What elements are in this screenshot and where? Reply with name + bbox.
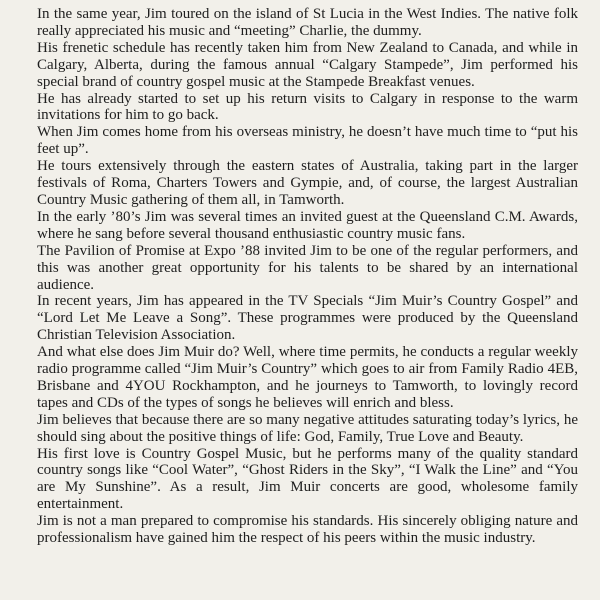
- paragraph-expo-88: The Pavilion of Promise at Expo ’88 invited Jim to be one of the regular performers, and this was another great opportunity for his talents to be shared by an international audience.: [37, 242, 578, 293]
- document-body: [37, 6, 578, 547]
- paragraph-positive-lyrics: Jim believes that because there are so many negative attitudes saturating today’s lyrics, he should sing about the positive things of life: God, Family, True Love and Beauty.: [37, 411, 578, 445]
- paragraph-tv-specials: In recent years, Jim has appeared in the TV Specials “Jim Muir’s Country Gospel” and “Lord Let Me Leave a Song”. These programmes were produced by the Queensland Christian Television Association.: [37, 293, 578, 344]
- paragraph-calgary: His frenetic schedule has recently taken him from New Zealand to Canada, and while in Calgary, Alberta, during the famous annual “Calgary Stampede”, Jim performed his special brand of country gospel music at the Stampede Breakfast venues.: [37, 39, 578, 90]
- paragraph-return-visits: He has already started to set up his return visits to Calgary in response to the warm invitations for him to go back.: [37, 90, 578, 124]
- paragraph-st-lucia: In the same year, Jim toured on the island of St Lucia in the West Indies. The native folk really appreciated his music and “meeting” Charlie, the dummy.: [37, 6, 578, 39]
- paragraph-country-gospel: His first love is Country Gospel Music, but he performs many of the quality standard country songs like “Cool Water”, “Ghost Riders in the Sky”, “I Walk the Line” and “You are My Sunshine”. As a result, Jim Muir concerts are good, wholesome family entertainment.: [37, 445, 578, 513]
- paragraph-overseas-ministry: When Jim comes home from his overseas ministry, he doesn’t have much time to “put his feet up”.: [37, 124, 578, 158]
- paragraph-cm-awards: In the early ’80’s Jim was several times an invited guest at the Queensland C.M. Awards, where he sang before several thousand enthusiastic country music fans.: [37, 208, 578, 242]
- paragraph-standards: Jim is not a man prepared to compromise his standards. His sincerely obliging nature and professionalism have gained him the respect of his peers within the music industry.: [37, 513, 578, 547]
- paragraph-radio-programme: And what else does Jim Muir do? Well, where time permits, he conducts a regular weekly radio programme called “Jim Muir’s Country” which goes to air from Family Radio 4EB, Brisbane and 4YOU Rockhampton, and he journeys to Tamworth, to lovingly record tapes and CDs of the types of songs he believes will enrich and bless.: [37, 344, 578, 411]
- paragraph-australian-tours: He tours extensively through the eastern states of Australia, taking part in the larger festivals of Roma, Charters Towers and Gympie, and, of course, the largest Australian Country Music gathering of them all, in Tamworth.: [37, 158, 578, 208]
